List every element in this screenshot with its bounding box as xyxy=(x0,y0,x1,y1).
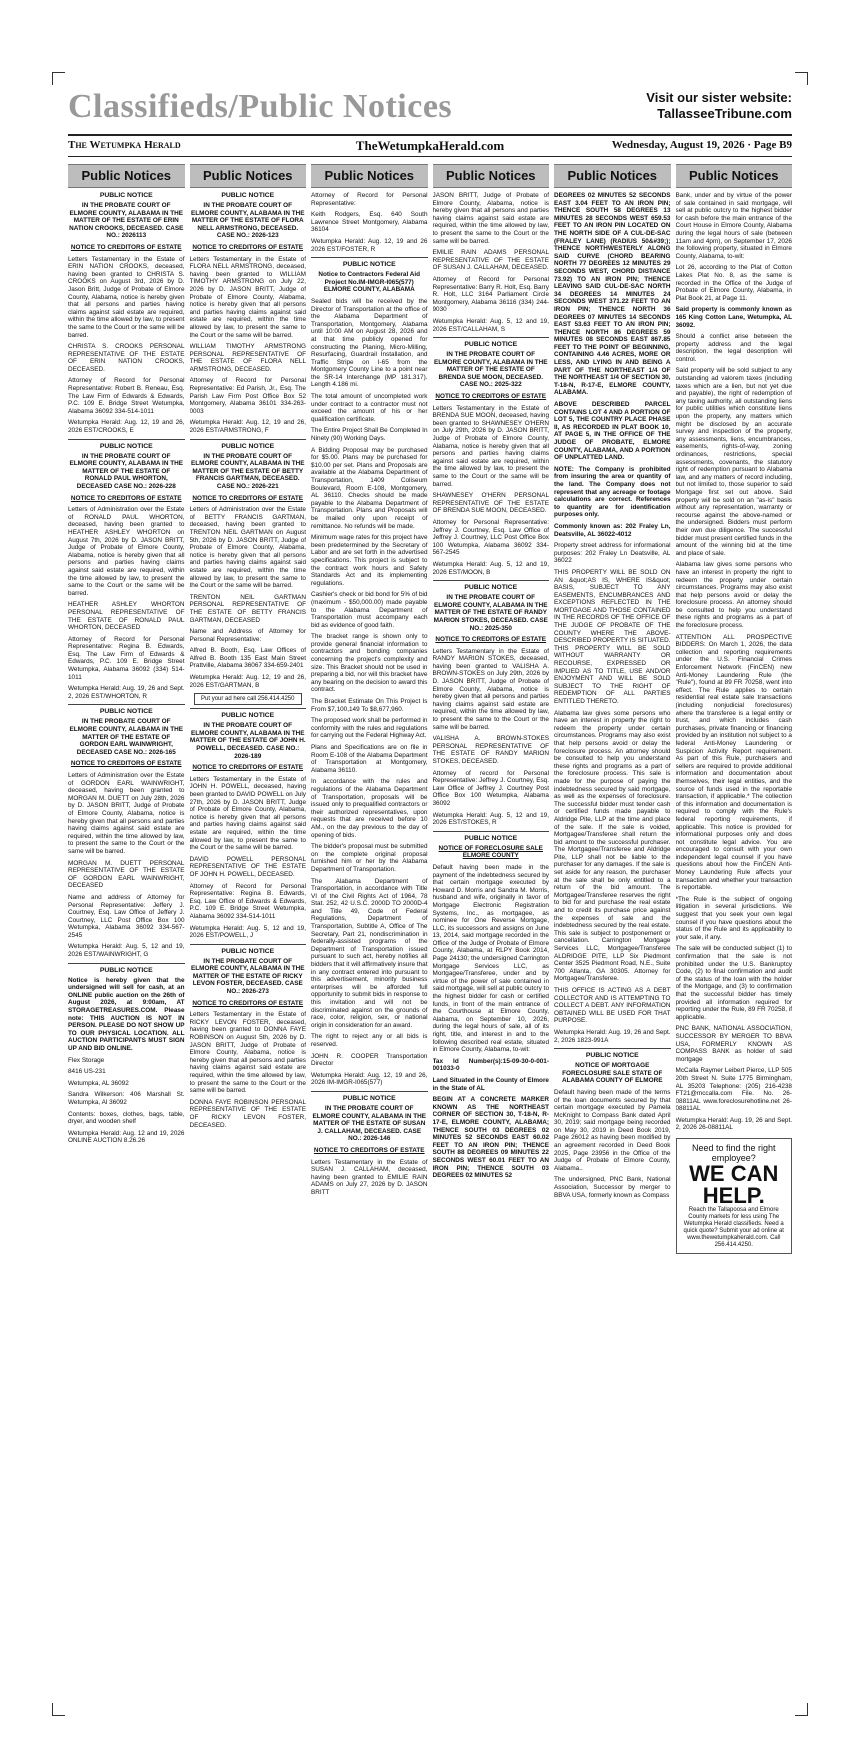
notice-paragraph: Wetumpka Herald: Aug. 12 and 19, 2026 ONLINE AUCTION 8.26.26 xyxy=(68,1129,185,1145)
notice-label: PUBLIC NOTICE xyxy=(221,947,275,955)
notice-paragraph: Alabama law gives some persons who have an interest in property the right to redeem the property under certain circumstances. Programs may also exist that help persons avoid or delay the foreclosure process. An attorney should be consulted to help you understand these rights and programs as a part of the foreclosure process. xyxy=(675,561,792,630)
notice-paragraph: Plans and Specifications are on file in Room E-108 of the Alabama Department of Transportation at Montgomery, Alabama 36110. xyxy=(311,744,428,774)
notice-paragraph: THIS OFFICE IS ACTING AS A DEBT COLLECTOR AND IS ATTEMPTING TO COLLECT A DEBT. ANY INFORMATION OBTAINED WILL BE USED FOR THAT PURPOSE. xyxy=(554,986,671,1025)
notice-paragraph: VALISHA A. BROWN-STOKES PERSONAL REPRESENTATIVE OF THE ESTATE OF RANDY MARION STOKES, DECEASED. xyxy=(432,735,549,765)
notice-paragraph: Wetumpka, AL 36092 xyxy=(68,1079,129,1087)
notice-paragraph: EMILIE RAIN ADAMS PERSONAL REPRESENTATIVE OF THE ESTATE OF SUSAN J. CALLAHAM, DECEASED. xyxy=(432,249,549,272)
notice-paragraph: The Alabama Department of Transportation, in accordance with Title VI of the Civil Rights Act of 1964, 78 Stat. 252, 42 U.S.C. 2000D TO 2000D-4 and Title 49, Code of Federal Regulations, Department of Transportation, Subtitle A, Office of The Secretary, Part 21, nondiscrimination in federally-assisted programs of the Department of Transportation issued pursuant to such act, hereby notifies all bidders that it will affirmatively insure that in any contract entered into pursuant to this advertisement, minority business enterprises will be afforded full opportunity to submit bids in response to this invitation and will not be discriminated against on the grounds of race, color, religion, sex, or national origin in consideration for an award. xyxy=(311,877,428,1029)
notice-label: PUBLIC NOTICE xyxy=(342,1094,396,1102)
notice-column-6 xyxy=(676,164,793,1724)
notice-paragraph: JOHN R. COOPER Transportation Director xyxy=(311,1052,428,1068)
notice-heading: IN THE PROBATE COURT OF ELMORE COUNTY, ALABAMA IN THE MATTER OF THE ESTATE OF GORDON EARL WAINWRIGHT, DECEASED CASE NO.: 2026-165 xyxy=(69,718,183,756)
notice-paragraph: Attorney of Record for Personal Representative: Regina B. Edwards, Esq. The Law Firm of Edwards & Edwards, P.C. 109 E. Bridge Street Wetumpka, Alabama 36092 (334) 514-1011 xyxy=(68,635,185,681)
ad-body: Reach the Tallapoosa and Elmore County markets for less using The Wetumpka Herald classifieds. Need a quick quote? Submit your ad online at www.thewetumpkaherald.com. Call 256.414.4250. xyxy=(683,1207,784,1249)
notice-heading: IN THE PROBATE COURT OF ELMORE COUNTY, ALABAMA IN THE MATTER OF THE ESTATE OF BRENDA SUE MOON, DECEASED. CASE NO.: 2025-322 xyxy=(434,351,548,389)
notices-grid xyxy=(68,164,792,1724)
notice-paragraph: DAVID POWELL PERSONAL REPRESENTATIVE OF THE ESTATE OF JOHN H. POWELL, DECEASED. xyxy=(189,855,306,878)
notice-divider xyxy=(68,704,185,705)
notice-heading: Notice to Contractors Federal Aid Project No.IM-IMGR-I065(577) ELMORE COUNTY, ALABAMA xyxy=(318,271,421,294)
ad-tagline: Need to find the right employee? xyxy=(691,1143,776,1164)
notice-paragraph: Attorney of record for Personal Representative: Jeffrey J. Courtney, Esq. Law Office of Jeffrey J. Courtney Post Office Box 100 Wetumpka, Alabama 36092 xyxy=(432,769,549,807)
notice-paragraph: Letters of Administration over the Estate of RONALD PAUL WHORTON, deceased, having been granted to HEATHER ASHLEY WHORTON on August 7th, 2026 by D. JASON BRITT, Judge of Probate of Elmore County, Alabama, notice is hereby given that all persons and parties having claims against said estate are required, within the time allowed by law, to present the same to the Court or the same will be barred. xyxy=(68,506,185,597)
notice-label: PUBLIC NOTICE xyxy=(342,261,396,269)
notice-paragraph: Attorney of Record for Personal Representative: Robert B. Reneau, Esq. The Law Firm of Edwards & Edwards, P.C. 109 E. Bridge Street Wetumpka, Alabama 36092 334-514-1011 xyxy=(68,377,185,415)
notice-label: PUBLIC NOTICE xyxy=(99,442,153,450)
notice-bold-paragraph: Land Situated in the County of Elmore in the State of AL xyxy=(432,1076,549,1092)
notice-divider xyxy=(311,257,428,258)
notice-paragraph: The total amount of uncompleted work under contract to a contractor must not exceed the amount of his or her qualification certificate. xyxy=(311,393,428,423)
notice-paragraph: In accordance with the rules and regulations of the Alabama Department of Transportation, proposals will be issued only to prequalified contractors or their authorized representatives, upon requests that are received before 10 AM., on the day previous to the day of opening of bids. xyxy=(311,778,428,839)
notice-paragraph: Lot 26, according to the Plat of Cotton Lakes Plat No. 8, as the same is recorded in the Office of the Judge of Probate of Elmore County, Alabama, in Plat Book 21, at Page 11. xyxy=(675,264,792,302)
notice-divider xyxy=(433,831,550,832)
section-title: Classifieds/Public Notices xyxy=(68,88,453,125)
notice-paragraph: Wetumpka Herald: Aug. 12, 19 and 26, 2026 EST/CROOKS, E xyxy=(68,419,185,435)
column-header: Public Notices xyxy=(68,164,185,188)
notice-bold-paragraph: BEGIN AT A CONCRETE MARKER KNOWN AS THE NORTHEAST CORNER OF SECTION 30, T-18-N, R-17-E, ELMORE COUNTY, ALABAMA; THENCE SOUTH 03 DEGREES 02 MINUTES 52 SECONDS EAST 60.02 FEET TO AN IRON PIN; THENCE SOUTH 88 DEGREES 09 MINUTES 22 SECONDS WEST 60.01 FEET TO AN IRON PIN; THENCE SOUTH 03 DEGREES 02 MINUTES 52 xyxy=(432,1096,549,1180)
notice-paragraph: SHAWNESEY O'HERN PERSONAL REPRESENTATIVE OF THE ESTATE OF BRENDA SUE MOON, DECEASED. xyxy=(432,492,549,515)
notice-label: PUBLIC NOTICE xyxy=(464,341,518,349)
notice-label: PUBLIC NOTICE xyxy=(221,712,275,720)
notice-label: PUBLIC NOTICE xyxy=(99,708,153,716)
notice-paragraph: Letters Testamentary in the Estate of BRENDA SUE MOON, deceased, having been granted to SHAWNESEY O'HERN on July 29th, 2026 by D. JASON BRITT, Judge of Probate of Elmore County, Alabama, notice is hereby given that all persons and parties having claims against said estate are required, within the time allowed by law, to present the same to the Court or the same will be barred. xyxy=(432,404,549,488)
notice-paragraph: Wetumpka Herald: Aug. 19, 26 and Sept. 2, 2026 26-08811AL xyxy=(675,1116,792,1132)
employment-ad[interactable] xyxy=(676,1138,793,1254)
notice-paragraph: Wetumpka Herald: Aug. 12, 19 and 26 2026 EST/FOSTER, R xyxy=(311,237,428,253)
notice-paragraph: Bank, under and by virtue of the power of sale contained in said mortgage, will sell at public outcry to the highest bidder for cash before the main entrance of the Court House in Elmore County, Alabama during the legal hours of sale (between 11am and 4pm), on September 17, 2026 the following property, situated in Elmore County, Alabama, to-wit: xyxy=(675,192,792,260)
notice-label: PUBLIC NOTICE xyxy=(585,1052,639,1060)
notice-column-5 xyxy=(554,164,671,1724)
notice-heading: NOTICE OF MORTGAGE FORECLOSURE SALE STATE OF ALABAMA COUNTY OF ELMORE xyxy=(562,1062,663,1085)
notice-subheading: NOTICE TO CREDITORS OF ESTATE xyxy=(70,494,182,502)
notice-paragraph: *The Rule is the subject of ongoing litigation in several jurisdictions. We suggest that you seek your own legal counsel if you have questions about the status of the Rule and its applicability to your sale, if any. xyxy=(675,895,792,941)
notice-paragraph: HEATHER ASHLEY WHORTON PERSONAL REPRESENTATIVE OF THE ESTATE OF RONALD PAUL WHORTON, DECEASED xyxy=(68,601,185,632)
notice-paragraph: Property street address for informational purposes: 202 Fraley Ln Deatsville, AL 36022 xyxy=(554,542,671,565)
notice-paragraph: Letters Testamentary in the Estate of JOHN H. POWELL, deceased, having been granted to DAVID POWELL on July 27th, 2026 by D. JASON BRITT, Judge of Probate of Elmore County, Alabama, notice is hereby given that all persons and parties having claims against said estate are required, within the time allowed by law, to present the same to the Court or the same will be barred. xyxy=(189,775,306,852)
notice-paragraph: Default having been made of the terms of the loan documents secured by that certain mortgage executed by Pamela McKnight to Compass Bank dated April 30, 2019; said mortgage being recorded on May 30, 2019 in Deed Book 2019, Page 26012 as having been modified by an agreement recorded in Deed Book 2025, Page 23956 in the Office of the Judge of Probate of Elmore County, Alabama.. xyxy=(554,1088,671,1172)
notice-paragraph: JASON BRITT, Judge of Probate of Elmore County, Alabama, notice is hereby given that all persons and parties having claims against said estate are required, within the time allowed by law, to present the same to the Court or the same will be barred. xyxy=(432,192,549,245)
notice-subheading: NOTICE TO CREDITORS OF ESTATE xyxy=(313,1146,425,1154)
notice-paragraph: Name and address of Attorney for Personal Representative: Jeffery J. Courtney, Esq. Law Office of Jeffery J. Courtney, LLC Post Office Box 100 Wetumpka, Alabama 36092 334-567-2545 xyxy=(68,893,185,939)
house-ad-box: Put your ad here call 256.414.4250 xyxy=(194,693,303,705)
promo-link[interactable]: TallasseeTribune.com xyxy=(657,106,792,121)
notice-subheading: NOTICE TO CREDITORS OF ESTATE xyxy=(435,636,547,644)
notice-paragraph: Attorney of Record for Personal Representative: xyxy=(311,192,428,207)
notice-divider xyxy=(311,1091,428,1092)
notice-paragraph: Alabama law gives some persons who have an interest in property the right to redeem the property under certain circumstances. Programs may also exist that help persons avoid or delay the foreclosure process. An attorney should be consulted to help you understand these rights and programs as a part of the foreclosure process. This sale is made for the purpose of paying the indebtedness secured by said mortgage, as well as the expenses of foreclosure. The successful bidder must tender cash or certified funds made payable to Aldridge Pite, LLP at the time and place of the sale. If the sale is voided, Mortgagee/Transferee shall return the bid amount to the successful purchaser. The Mortgagee/Transferee and Aldridge Pite, LLP shall not be liable to the purchaser for any damages. If the sale is set aside for any reason, the purchaser at the sale shall be only entitled to a return of the bid amount. The Mortgagee/Transferee reserves the right to bid for and purchase the real estate and to credit its purchase price against the expenses of sale and the indebtedness secured by the real estate. This sale is subject to postponement or cancellation. Carrington Mortgage Services LLC, Mortgagee/Transferee ALDRIDGE PITE, LLP Six Piedmont Center 3525 Piedmont Road, N.E., Suite 700 Atlanta, GA 30305. Attorney for Mortgagee/Transferee. xyxy=(554,709,671,983)
crop-mark-bottom-right xyxy=(795,1703,808,1716)
notice-bold-paragraph: Tax Id Number(s):15-09-30-0-001-001033-0 xyxy=(432,1057,549,1073)
paper-name: The Wetumpka Herald xyxy=(68,139,181,151)
notice-bold-paragraph: DEGREES 02 MINUTES 52 SECONDS EAST 3.04 FEET TO AN IRON PIN; THENCE SOUTH 58 DEGREES 13 MINUTES 28 SECONDS WEST 659.53 FEET TO AN IRON PIN LOCATED ON THE NORTH SIDE OF A CUL-DE-SAC (FRALEY LANE) (RADIUS 50&#39;); THENCE NORTHWESTERLY ALONG SAID CURVE (CHORD BEARING NORTH 77 DEGREES 12 MINUTES 29 SECONDS WEST, CHORD DISTANCE 73.92) TO AN IRON PIN; THENCE LEAVING SAID CUL-DE-SAC NORTH 34 DEGREES 14 MINUTES 24 SECONDS WEST 371.22 FEET TO AN IRON PIN; THENCE NORTH 36 DEGREES 07 MINUTES 14 SECONDS EAST 53.63 FEET TO AN IRON PIN; THENCE NORTH 86 DEGREES 59 MINUTES 08 SECONDS EAST 867.85 FEET TO THE POINT OF BEGINNING, CONTAINING 4.46 ACRES, MORE OR LESS, AND LYING IN AND BEING A PART OF THE NORTHEAST 1/4 OF THE NORTHEAST 1/4 OF SECTION 30, T-18-N, R-17-E, ELMORE COUNTY, ALABAMA. xyxy=(554,192,671,397)
notice-paragraph: The sale will be conducted subject (1) to confirmation that the sale is not prohibited under the U.S. Bankruptcy Code, (2) to final confirmation and audit of the status of the loan with the holder of the Mortgage, and (3) to confirmation that the successful bidder has timely provided all information required for reporting under the Rule, 89 FR 70258, if applicable. xyxy=(675,945,792,1021)
notice-label: PUBLIC NOTICE xyxy=(99,966,153,974)
notice-paragraph: Wetumpka Herald: Aug. 12, 19 and 26, 2026 EST/GARTMAN, B xyxy=(189,674,306,689)
notice-paragraph: Alfred B. Booth, Esq. Law Offices of Alfred B. Booth 135 East Main Street Prattville, Alabama 36067 334-659-2401 xyxy=(189,647,306,670)
notice-bold-paragraph: Commonly known as: 202 Fraley Ln, Deatsville, AL 36022-4012 xyxy=(554,522,671,538)
notice-paragraph: Wetumpka Herald: Aug. 5, 12 and 19, 2026 EST/MOON, B xyxy=(432,560,549,576)
notice-paragraph: Sealed bids will be received by the Director of Transportation at the office of the Alabama Department of Transportation, Montgomery, Alabama until 10:00 AM on August 28, 2026 and at that time publicly opened for constructing the Planing, Micro-Milling, Resurfacing, Guardrail Installation, and Traffic Stripe on I-65 from the Montgomery County Line to a point near the SR-14 Interchange (MP 181.317). Length 4.186 mi. xyxy=(311,297,428,389)
notice-column-3 xyxy=(311,164,428,1724)
notice-paragraph: 8416 US-231 xyxy=(68,1068,106,1076)
crop-mark-top-right xyxy=(795,72,808,85)
notice-paragraph: Wetumpka Herald: Aug. 12, 19 and 26, 2026 IM-IMGR-I065(577) xyxy=(311,1071,428,1087)
notice-bold-paragraph: Said property is commonly known as 165 King Cotton Lane, Wetumpka, AL 36092. xyxy=(675,306,792,329)
notice-paragraph: Name and Address of Attorney for Personal Representative: xyxy=(189,628,306,643)
notice-paragraph: Attorney of Record for Personal Representative: Ed Parish, Jr., Esq. The Parish Law Firm Post Office Box 52 Montgomery, Alabama 36101 334-263-0003 xyxy=(189,377,306,415)
notice-paragraph: ATTENTION ALL PROSPECTIVE BIDDERS: On March 1, 2026, the data collection and reporting requirements under the U.S. Financial Crimes Enforcement Network (FinCEN) new Anti-Money Laundering Rule (the "Rule"), found at 89 FR 70258, went into effect. The Rule applies to certain residential real estate sale transactions (including nonjudicial foreclosures) where the transferee is a legal entity or trust, and which includes cash purchases, private financing or financing provided by an institution not subject to a federal Anti-Money Laundering or Suspicion Activity Report requirement. As part of this Rule, purchasers and sellers are required to provide additional information and documentation about themselves, their legal entities, and the source of funds used in the reportable transaction, if applicable.* The collection of this information and documentation is required to comply with the Rule's federal reporting requirements, if applicable. This notice is provided for informational purposes only and does not constitute legal advice. You are encouraged to consult with your own independent legal counsel if you have questions about how the FinCEN Anti-Money Laundering Rule affects your transaction and whether your transaction is reportable. xyxy=(675,633,792,892)
notice-heading: IN THE PROBATE COURT OF ELMORE COUNTY, ALABAMA IN THE MATTER OF THE ESTATE OF FLORA NELL ARMSTRONG, DECEASED. CASE NO.: 2026-123 xyxy=(191,202,305,240)
masthead xyxy=(68,88,792,132)
folio-bar xyxy=(68,134,792,157)
notice-paragraph: McCalla Raymer Leibert Pierce, LLP 505 20th Street N. Suite 1775 Birmingham, AL 35203 Telephone: (205) 216-4238 FT21@mccalla.com File. No. 26-08811AL www.foreclosurehotline.net 26-08811AL xyxy=(675,1067,792,1113)
notice-paragraph: TRENTON NEIL GARTMAN PERSONAL REPRESENTATIVE OF THE ESTATE OF BETTY FRANCIS GARTMAN, DECEASED xyxy=(189,593,306,624)
notice-bold-paragraph: Notice is hereby given that the undersigned will sell for cash, at an ONLINE public auction on the 26th of August 2026, at 9:00am, AT STORAGETREASURES.COM. Please note: THIS AUCTION IS NOT IN PERSON. PLEASE DO NOT SHOW UP TO OUR PHYSICAL LOCATION. ALL AUCTION PARTICIPANTS MUST SIGN UP AND BID ONLINE. xyxy=(68,976,185,1052)
column-header: Public Notices xyxy=(311,164,428,188)
notice-paragraph: Wetumpka Herald: Aug. 5, 12 and 19, 2026 EST/CALLAHAM, S xyxy=(432,317,549,333)
paper-website[interactable]: TheWetumpkaHerald.com xyxy=(355,138,505,153)
notice-paragraph: Wetumpka Herald: Aug. 5, 12 and 19, 2026 EST/POWELL, J xyxy=(189,924,306,940)
crop-mark-top-left xyxy=(52,72,65,85)
notice-subheading: NOTICE TO CREDITORS OF ESTATE xyxy=(70,243,182,251)
notice-paragraph: WILLIAM TIMOTHY ARMSTRONG PERSONAL REPRESENTATIVE OF THE ESTATE OF FLORA NELL ARMSTRONG, DECEASED. xyxy=(189,343,306,373)
promo-line: Visit our sister website: xyxy=(646,90,792,105)
notice-paragraph: Attorney for Personal Representative: Jeffrey J. Courtney, Esq. Law Office of Jeffrey J. Courtney, LLC Post Office Box 100 Wetumpka, Alabama 36092 334-567-2545 xyxy=(432,518,549,557)
notice-paragraph: Flex Storage xyxy=(68,1056,105,1064)
notice-paragraph: Contents: boxes, clothes, bags, table, dryer, and wooden shelf xyxy=(68,1110,185,1126)
sister-site-promo xyxy=(646,90,792,122)
notice-divider xyxy=(190,944,307,945)
notice-paragraph: Sandra Wilkerson: 406 Marshall St. Wetumpka, Al 36092 xyxy=(68,1091,185,1106)
notice-divider xyxy=(433,580,550,581)
notice-paragraph: CHRISTA S. CROOKS PERSONAL REPRESENTATIVE OF THE ESTATE OF ERIN NATION CROOKS, DECEASED. xyxy=(68,343,185,373)
notice-heading: IN THE PROBATE COURT OF ELMORE COUNTY, ALABAMA IN THE MATTER OF THE ESTATE OF RICKY LEVON FOSTER, DECEASED. CASE NO.: 2026-273 xyxy=(191,957,305,996)
notice-paragraph: Attorney of Record for Personal Representative: Regina B. Edwards, Esq. Law Office of Edwards & Edwards, P.C. 109 E. Bridge Street Wetumpka, Alabama 36092 334-514-1011 xyxy=(189,882,306,920)
notice-subheading: NOTICE OF FORECLOSURE SALE ELMORE COUNTY xyxy=(438,844,543,860)
notice-heading: IN THE PROBATE COURT OF ELMORE COUNTY, ALABAMA IN THE MATTER OF THE ESTATE OF RONALD PAUL WHORTON, DECEASED CASE NO.: 2026-228 xyxy=(69,452,183,490)
notice-label: PUBLIC NOTICE xyxy=(464,584,518,592)
notice-subheading: NOTICE TO CREDITORS OF ESTATE xyxy=(192,494,304,502)
ad-headline: WE CAN xyxy=(689,1161,779,1187)
notice-paragraph: Letters of Administration over the Estate of BETTY FRANCIS GARTMAN, deceased, having been granted to TRENTON NEIL GARTMAN on August 5th, 2026 by D. JASON BRITT, Judge of Probate of Elmore County, Alabama, notice is hereby given that all persons and parties having claims against said estate are required, within the time allowed by law, to present the same to the Court or the same will be barred. xyxy=(189,506,306,590)
notice-divider xyxy=(433,337,550,338)
notice-paragraph: Default having been made in the payment of the indebtedness secured by that certain mortgage executed by Howard D. Morris and Sandra M. Morris, husband and wife, originally in favor of Mortgage Electronic Registration Systems, Inc., as mortgagee, as nominee for One Reverse Mortgage, LLC, its successors and assigns on June 13, 2014, said mortgage recorded in the Office of the Judge of Probate of Elmore County, Alabama, at RLPY Book 2014, Page 24130; the undersigned Carrington Mortgage Services LLC, as Mortgagee/Transferee, under and by virtue of the power of sale contained in said mortgage, will sell at public outcry to the highest bidder for cash or certified funds, in front of the main entrance of the Courthouse at Elmore County, Alabama, on September 10, 2026, during the legal hours of sale, all of its right, title, and interest in and to the following described real estate, situated in Elmore County, Alabama, to-wit: xyxy=(432,863,549,1054)
notice-divider xyxy=(68,439,185,440)
notice-label: PUBLIC NOTICE xyxy=(99,192,153,199)
notice-label: PUBLIC NOTICE xyxy=(221,442,275,450)
notice-paragraph: Wetumpka Herald: Aug. 5, 12 and 19, 2026 EST/WAINWRIGHT, G xyxy=(68,943,185,959)
notice-heading: IN THE PROBATE COURT OF ELMORE COUNTY, ALABAMA IN THE MATTER OF THE ESTATE OF RANDY MARION STOKES, DECEASED. CASE NO.: 2025-350 xyxy=(433,594,548,632)
notice-paragraph: Letters Testamentary in the Estate of FLORA NELL ARMSTRONG, deceased, having been granted to WILLIAM TIMOTHY ARMSTRONG on July 22, 2026 by D. JASON BRITT, Judge of Probate of Elmore County, Alabama, notice is hereby given that all persons and parties having claims against said estate are required, within the time allowed by law, to present the same to the Court or the same will be barred. xyxy=(189,255,306,339)
notice-subheading: NOTICE TO CREDITORS OF ESTATE xyxy=(192,999,304,1007)
column-header: Public Notices xyxy=(190,164,307,188)
notice-paragraph: Wetumpka Herald: Aug. 5, 12 and 19, 2026 EST/STOKES, R xyxy=(432,811,549,827)
notice-divider xyxy=(554,1048,671,1049)
column-header: Public Notices xyxy=(433,164,550,188)
notice-paragraph: A Bidding Proposal may be purchased for $5.00. Plans may be purchased for $10.00 per set. Plans and Proposals are available at the Alabama Department of Transportation, 1409 Coliseum Boulevard, Room E-108, Montgomery, AL 36110. Checks should be made payable to the Alabama Department of Transportation. Plans and Proposals will be mailed only upon receipt of remittance. No refunds will be made. xyxy=(311,446,428,530)
notice-paragraph: Letters Testamentary in the Estate of RICKY LEVON FOSTER, deceased, having been granted to DONNA FAYE ROBINSON on August 5th, 2026 by D. JASON BRITT, Judge of Probate of Elmore County, Alabama, notice is hereby given that all persons and parties having claims against said estate are required, within the time allowed by law, to present the same to the Court or the same will be barred. xyxy=(189,1011,306,1095)
notice-paragraph: PNC BANK, NATIONAL ASSOCIATION, SUCCESSOR BY MERGER TO BBVA USA, FORMERLY KNOWN AS COMPASS BANK as holder of said mortgage xyxy=(675,1025,792,1063)
notice-heading: IN THE PROBATE COURT OF ELMORE COUNTY, ALABAMA IN THE MATTER OF THE ESTATE OF JOHN H. POWELL, DECEASED. CASE NO.: 2026-189 xyxy=(189,722,306,760)
notice-divider xyxy=(190,708,307,709)
notice-paragraph: MORGAN M. DUETT PERSONAL REPRESENTATIVE OF THE ESTATE OF GORDON EARL WAINWRIGHT, DECEASED xyxy=(68,859,185,890)
notice-subheading: NOTICE TO CREDITORS OF ESTATE xyxy=(192,243,304,251)
crop-mark-bottom-left xyxy=(52,1703,65,1716)
column-header: Public Notices xyxy=(676,164,793,188)
notice-paragraph: Wetumpka Herald: Aug. 12, 19 and 26, 2026 EST/ARMSTRONG, F xyxy=(189,419,306,435)
notice-paragraph: The proposed work shall be performed in conformity with the rules and regulations for carrying out the Federal Highway Act. xyxy=(311,717,428,740)
notice-heading: IN THE PROBATE COURT OF ELMORE COUNTY, ALABAMA IN THE MATTER OF THE ESTATE OF SUSAN J. CALLAHAM, DECEASED. CASE NO.: 2026-146 xyxy=(312,1104,426,1143)
notice-paragraph: Said property will be sold subject to any outstanding ad valorem taxes (including taxes which are a lien, but not yet due and payable), the right of redemption of any taxing authority, all outstanding liens for public utilities which constitute liens upon the property, any matters which might be disclosed by an accurate survey and inspection of the property, any assessments, liens, encumbrances, easements, rights-of-way, zoning ordinances, restrictions, special assessments, covenants, the statutory right of redemption pursuant to Alabama law, and any matters of record including, but not limited to, those superior to said Mortgage first set out above. Said property will be sold on an "as-is" basis without any representation, warranty or recourse against the above-named or the undersigned. Bidders must perform their own due diligence. The successful bidder must present certified funds in the amount of the winning bid at the time and place of sale. xyxy=(675,367,792,557)
notice-paragraph: Letters Testamentary in the Estate of ERIN NATION CROOKS, deceased, having been granted to CHRISTA S. CROOKS on August 3rd, 2026 by D. Jason Britt, Judge of Probate of Elmore County, Alabama, notice is hereby given that all persons and parties having claims against said estate are required, within the time allowed by law, to present the same to the Court or the same will be barred. xyxy=(68,255,185,339)
notice-paragraph: THIS PROPERTY WILL BE SOLD ON AN &quot;AS IS, WHERE IS&quot; BASIS, SUBJECT TO ANY EASEMENTS, ENCUMBRANCES AND EXCEPTIONS REFLECTED IN THE MORTGAGE AND THOSE CONTAINED IN THE RECORDS OF THE OFFICE OF THE JUDGE OF PROBATE OF THE COUNTY WHERE THE ABOVE-DESCRIBED PROPERTY IS SITUATED. THIS PROPERTY WILL BE SOLD WITHOUT WARRANTY OR RECOURSE, EXPRESSED OR IMPLIED AS TO TITLE, USE AND/OR ENJOYMENT AND WILL BE SOLD SUBJECT TO THE RIGHT OF REDEMPTION OF ALL PARTIES ENTITLED THERETO. xyxy=(554,568,671,705)
notice-paragraph: Letters Testamentary in the Estate of RANDY MARION STOKES, deceased, having been granted to VALISHA A. BROWN-STOKES on July 29th, 2026 by D. JASON BRITT, Judge of Probate of Elmore County, Alabama, notice is hereby given that all persons and parties having claims against said estate are required, within the time allowed by law, to present the same to the Court or the same will be barred. xyxy=(432,647,549,731)
notice-divider xyxy=(190,439,307,440)
notice-heading: IN THE PROBATE COURT OF ELMORE COUNTY, ALABAMA IN THE MATTER OF THE ESTATE OF ERIN NATION CROOKS, DECEASED. CASE NO.: 2026113 xyxy=(69,202,184,240)
notice-paragraph: The bidder's proposal must be submitted on the complete original proposal furnished him or her by the Alabama Department of Transportation. xyxy=(311,843,428,873)
notice-column-4 xyxy=(433,164,550,1724)
notice-heading: IN THE PROBATE COURT OF ELMORE COUNTY, ALABAMA IN THE MATTER OF THE ESTATE OF BETTY FRANCIS GARTMAN, DECEASED. CASE NO.: 2026-221 xyxy=(191,452,305,490)
notice-column-2 xyxy=(190,164,307,1724)
notice-subheading: NOTICE TO CREDITORS OF ESTATE xyxy=(70,760,182,768)
notice-label: PUBLIC NOTICE xyxy=(464,834,518,842)
notice-paragraph: The Entire Project Shall Be Completed In Ninety (90) Working Days. xyxy=(311,427,428,443)
notice-label: PUBLIC NOTICE xyxy=(221,192,275,199)
notice-bold-paragraph: ABOVE DESCRIBED PARCEL CONTAINS LOT 4 AND A PORTION OF LOT 5, THE COUNTRY PLACE PHASE II, AS RECORDED IN PLAT BOOK 10, AT PAGE 5, IN THE OFFICE OF THE JUDGE OF PROBATE, ELMORE COUNTY, ALABAMA, AND A PORTION OF UNPLATTED LAND. xyxy=(554,401,671,462)
notice-bold-paragraph: NOTE: The Company is prohibited from insuring the area or quantity of the land. The Company does not represent that any acreage or footage calculations are correct. References to quantity are for identification purposes only. xyxy=(554,465,671,519)
notice-paragraph: The Bracket Estimate On This Project Is From $7,100,149 To $8,677,960. xyxy=(311,698,428,713)
notice-paragraph: Keith Rodgers, Esq. 640 South Lawrence Street Montgomery, Alabama 36104 xyxy=(311,211,428,234)
notice-divider xyxy=(68,963,185,964)
column-header: Public Notices xyxy=(554,164,671,188)
notice-paragraph: Letters Testamentary in the Estate of SUSAN J. CALLAHAM, deceased, having been granted to EMILIE RAIN ADAMS on July 27, 2026 by D. JASON BRITT xyxy=(311,1158,428,1196)
notice-paragraph: The bracket range is shown only to provide general financial information to contractors and bonding companies concerning the project's complexity and size. This Bracket should not be used in preparing a bid, nor will this bracket have any bearing on the decision to award this contract. xyxy=(311,633,428,694)
notice-subheading: NOTICE TO CREDITORS OF ESTATE xyxy=(192,764,304,772)
issue-date-page: Wednesday, August 19, 2026 · Page B9 xyxy=(611,139,792,151)
notice-paragraph: DONNA FAYE ROBINSON PERSONAL REPRESENTATIVE OF THE ESTATE OF RICKY LEVON FOSTER, DECEASED. xyxy=(189,1098,306,1129)
ad-headline: HELP. xyxy=(702,1183,765,1209)
notice-paragraph: The right to reject any or all bids is reserved. xyxy=(311,1033,428,1048)
notice-paragraph: The undersigned, PNC Bank, National Association, Successor by merger to BBVA USA, formerly known as Compass xyxy=(554,1176,671,1199)
notice-paragraph: Should a conflict arise between the property address and the legal description, the legal description will control. xyxy=(675,333,792,363)
notice-paragraph: Attorney of Record for Personal Representative: Barry R. Holt, Esq. Barry R. Holt, LLC 3164 Parliament Circle Montgomery, Alabama 36116 (334) 244-9030 xyxy=(432,275,549,314)
notice-subheading: NOTICE TO CREDITORS OF ESTATE xyxy=(435,393,547,401)
notice-paragraph: Letters of Administration over the Estate of GORDON EARL WAINWRIGHT, deceased, having been granted to MORGAN M. DUETT on July 28th, 2026 by D. JASON BRITT, Judge of Probate of Elmore County, Alabama, notice is hereby given that all persons and parties having claims against said estate are required, within the time allowed by law, to present the same to the Court or the same will be barred. xyxy=(68,772,185,855)
notice-paragraph: Cashier's check or bid bond for 5% of bid (maximum - $50,000.00) made payable to the Alabama Department of Transportation must accompany each bid as evidence of good faith. xyxy=(311,591,428,629)
notice-column-1 xyxy=(68,164,185,1724)
notice-paragraph: Minimum wage rates for this project have been predetermined by the Secretary of Labor and are set forth in the advertised specifications. This project is subject to the contract work hours and Safety Standards Act and its implementing regulations. xyxy=(311,534,428,587)
notice-paragraph: Wetumpka Herald: Aug. 19, 26 and Sept. 2, 2026 EST/WHORTON, R xyxy=(68,685,185,700)
notice-paragraph: Wetumpka Herald: Aug. 19, 26 and Sept. 2, 2026 1823-991A xyxy=(554,1028,671,1044)
